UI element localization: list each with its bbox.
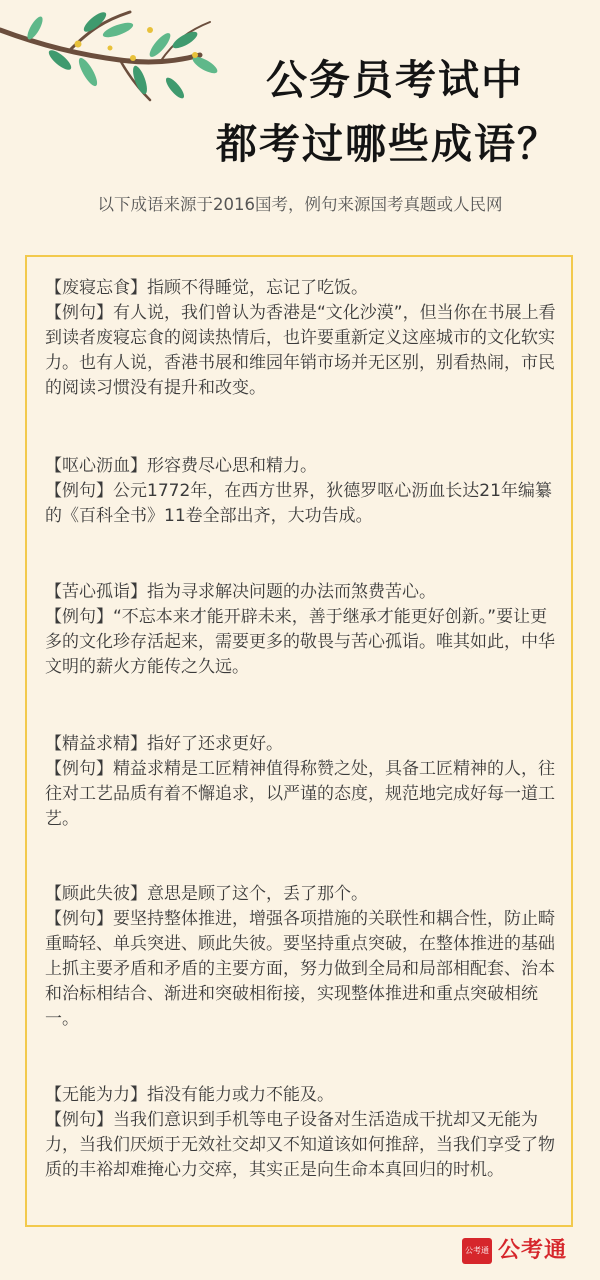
idiom-list-panel [25, 255, 573, 1227]
idiom-definition: 【精益求精】指好了还求更好。 [45, 734, 283, 754]
title-line-2: 都考过哪些成语？ [216, 120, 560, 168]
idiom-entry [45, 732, 561, 832]
idiom-example: 【例句】要坚持整体推进，增强各项措施的关联性和耦合性，防止畸重畸轻、单兵突进、顾此失彼。要坚持重点突破，在整体推进的基础上抓主要矛盾和矛盾的主要方面，努力做到全局和局部相配套、治本和治标相结合、渐进和突破相衔接，实现整体推进和重点突破相统一。 [45, 909, 555, 1029]
idiom-entry [45, 1083, 561, 1183]
idiom-entry [45, 454, 561, 529]
idiom-entry [45, 276, 561, 401]
title-line-1: 公务员考试中 [266, 56, 524, 104]
idiom-entry [45, 882, 561, 1032]
brand-logo-text: 公考通 [498, 1238, 568, 1263]
idiom-definition: 【无能为力】指没有能力或力不能及。 [45, 1085, 334, 1105]
idiom-entry [45, 580, 561, 680]
plum-branch-decoration [0, 0, 230, 110]
idiom-definition: 【苦心孤诣】指为寻求解决问题的办法而煞费苦心。 [45, 582, 436, 602]
idiom-example: 【例句】有人说，我们曾认为香港是“文化沙漠”，但当你在书展上看到读者废寝忘食的阅读热情后，也许要重新定义这座城市的文化软实力。也有人说，香港书展和维园年销市场并无区别，别看热闹，市民的阅读习惯没有提升和改变。 [45, 303, 556, 398]
idiom-definition: 【顾此失彼】意思是顾了这个，丢了那个。 [45, 884, 368, 904]
brand-logo-icon: 公考通 [462, 1238, 492, 1264]
idiom-definition: 【废寝忘食】指顾不得睡觉，忘记了吃饭。 [45, 278, 368, 298]
idiom-example: 【例句】当我们意识到手机等电子设备对生活造成干扰却又无能为力，当我们厌烦于无效社交却又不知道该如何推辞，当我们享受了物质的丰裕却难掩心力交瘁，其实正是向生命本真回归的时机。 [45, 1110, 555, 1180]
page-title [216, 48, 560, 176]
idiom-example: 【例句】精益求精是工匠精神值得称赞之处，具备工匠精神的人，往往对工艺品质有着不懈追求，以严谨的态度，规范地完成好每一道工艺。 [45, 759, 555, 829]
brand-logo [462, 1234, 592, 1268]
idiom-example: 【例句】公元1772年，在西方世界，狄德罗呕心沥血长达21年编纂的《百科全书》11卷全部出齐，大功告成。 [45, 481, 552, 526]
page-subtitle: 以下成语来源于2016国考，例句来源国考真题或人民网 [97, 195, 503, 214]
idiom-example: 【例句】“不忘本来才能开辟未来，善于继承才能更好创新。”要让更多的文化珍存活起来，需要更多的敬畏与苦心孤诣。唯其如此，中华文明的薪火方能传之久远。 [45, 607, 555, 677]
idiom-definition: 【呕心沥血】形容费尽心思和精力。 [45, 456, 317, 476]
